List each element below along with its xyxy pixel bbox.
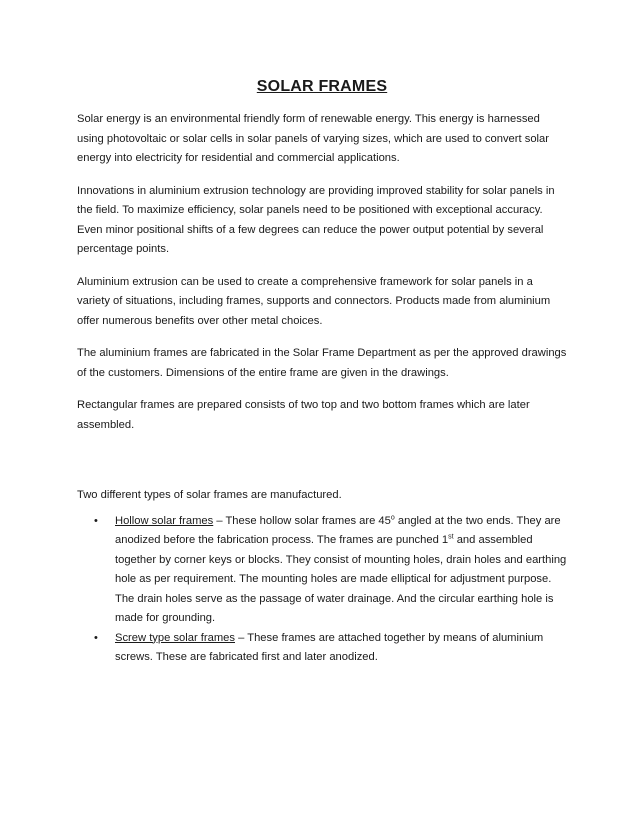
- ordinal-superscript: st: [448, 533, 454, 541]
- screw-text-1: – These frames are attached together by means of aluminium screws. These are fabricated first and later anodized.: [115, 631, 544, 663]
- list-item-screw-frames: [94, 629, 567, 668]
- paragraph-intro: Solar energy is an environmental friendly form of renewable energy. This energy is harnessed using photovoltaic or solar cells in solar panels of varying sizes, which are used to convert solar energy into electricity for residential and commercial applications.: [77, 113, 549, 164]
- term-screw-frames: Screw type solar frames: [115, 631, 235, 644]
- degree-superscript: o: [390, 513, 395, 521]
- paragraph-rectangular: Rectangular frames are prepared consists of two top and two bottom frames which are later assembled.: [77, 399, 530, 431]
- paragraph-fabrication: The aluminium frames are fabricated in the Solar Frame Department as per the approved drawings of the customers. Dimensions of the entire frame are given in the drawings.: [77, 347, 567, 379]
- list-item-hollow-frames: [94, 512, 567, 629]
- types-intro: Two different types of solar frames are manufactured.: [77, 489, 342, 501]
- spacer: [77, 448, 567, 486]
- paragraph-innovations: Innovations in aluminium extrusion technology are providing improved stability for solar panels in the field. To maximize efficiency, solar panels need to be positioned with exceptional accuracy. Even minor positional shifts of a few degrees can reduce the power output potential by several percentage points.: [77, 184, 555, 255]
- hollow-text-2: angled at the two ends. They are anodized before the fabrication process. The frames are punched 1: [115, 514, 561, 546]
- term-hollow-frames: Hollow solar frames: [115, 514, 214, 527]
- hollow-text-1: – These hollow solar frames are 45: [213, 514, 391, 527]
- bullet-icon: •: [94, 514, 98, 527]
- document-page: [77, 78, 567, 668]
- document-title: SOLAR FRAMES: [256, 78, 388, 95]
- frame-types-list: [77, 512, 567, 668]
- paragraph-extrusion: Aluminium extrusion can be used to create a comprehensive framework for solar panels in a variety of situations, including frames, supports and connectors. Products made from aluminium offer numerous benefits over other metal choices.: [77, 275, 551, 327]
- bullet-icon: •: [94, 631, 98, 644]
- hollow-text-3: and assembled together by corner keys or blocks. They consist of mounting holes, drain holes and earthing hole as per requirement. The mounting holes are made elliptical for adjustment purpose. The drain holes serve as the passage of water drainage. And the circular earthing hole is made for grounding.: [115, 534, 567, 624]
